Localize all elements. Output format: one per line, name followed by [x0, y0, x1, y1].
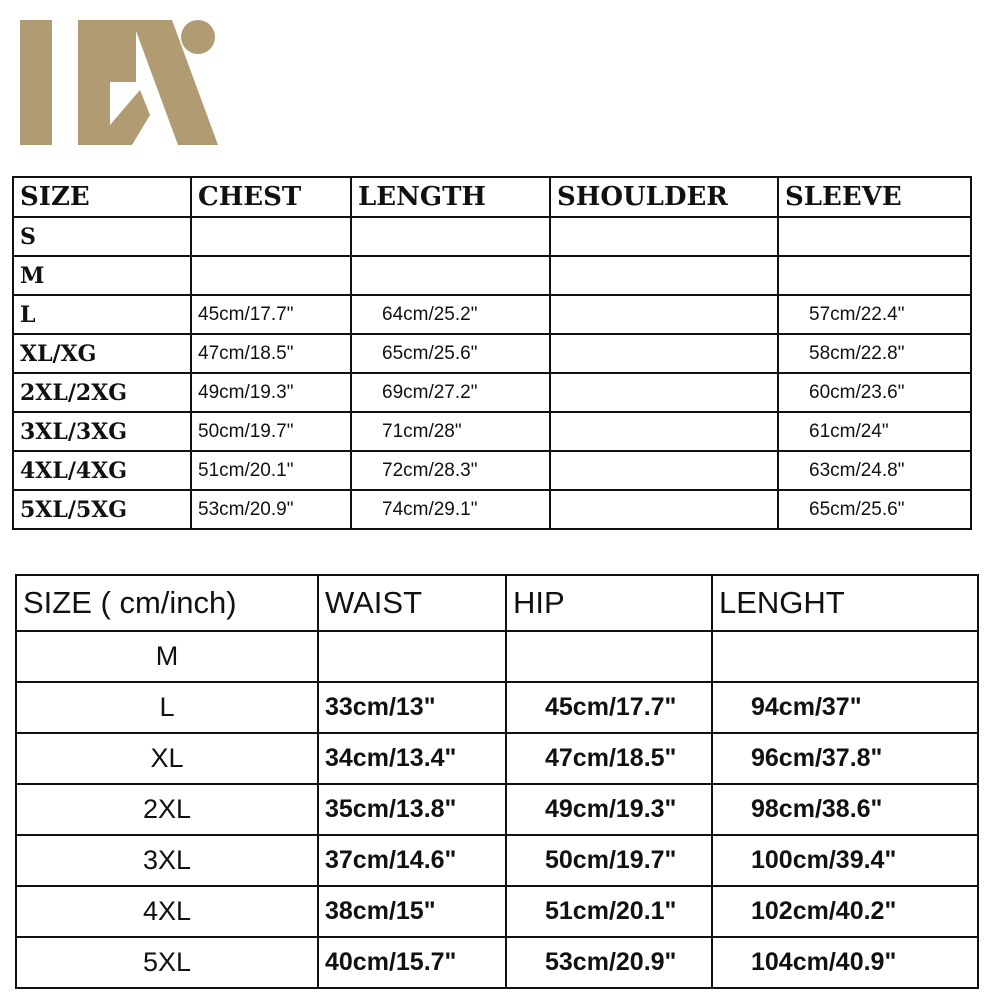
top-table-size-cell: XL/XG: [13, 334, 191, 373]
top-table-row: [13, 256, 971, 295]
top-table-header-cell: LENGTH: [351, 177, 550, 217]
top-table-value-cell: [550, 451, 778, 490]
bottom-table-row: [16, 733, 978, 784]
top-size-table: [12, 176, 972, 530]
top-table-value-cell: 69cm/27.2": [351, 373, 550, 412]
bottom-table-size-cell: 2XL: [16, 784, 318, 835]
bottom-table-value-cell: [712, 631, 978, 682]
top-table-value-cell: [550, 490, 778, 529]
top-table-row: [13, 295, 971, 334]
bottom-table-value-cell: 104cm/40.9": [712, 937, 978, 988]
top-table-value-cell: [550, 334, 778, 373]
brand-logo: [20, 15, 220, 150]
bottom-table-value-cell: 40cm/15.7": [318, 937, 506, 988]
bottom-table-value-cell: 49cm/19.3": [506, 784, 712, 835]
top-table-row: [13, 412, 971, 451]
top-table-header-cell: SLEEVE: [778, 177, 971, 217]
bottom-table-size-cell: 3XL: [16, 835, 318, 886]
top-table-value-cell: [351, 217, 550, 256]
bottom-table-row: [16, 631, 978, 682]
top-table-value-cell: 53cm/20.9": [191, 490, 351, 529]
top-table-size-cell: 4XL/4XG: [13, 451, 191, 490]
top-table-value-cell: 60cm/23.6": [778, 373, 971, 412]
top-table-size-cell: M: [13, 256, 191, 295]
top-table-header-cell: CHEST: [191, 177, 351, 217]
top-table-size-cell: 5XL/5XG: [13, 490, 191, 529]
top-table-value-cell: 71cm/28": [351, 412, 550, 451]
bottom-table-size-cell: XL: [16, 733, 318, 784]
bottom-table-header-cell: SIZE ( cm/inch): [16, 575, 318, 631]
top-table-size-cell: 2XL/2XG: [13, 373, 191, 412]
bottom-table-size-cell: 4XL: [16, 886, 318, 937]
top-table-row: [13, 373, 971, 412]
top-table-row: [13, 490, 971, 529]
bottom-table-header-cell: WAIST: [318, 575, 506, 631]
top-table-value-cell: 45cm/17.7": [191, 295, 351, 334]
bottom-table-value-cell: 35cm/13.8": [318, 784, 506, 835]
bottom-table-value-cell: 38cm/15": [318, 886, 506, 937]
bottom-table-value-cell: 45cm/17.7": [506, 682, 712, 733]
bottom-table-value-cell: 96cm/37.8": [712, 733, 978, 784]
top-table-value-cell: [550, 217, 778, 256]
top-table-value-cell: [778, 217, 971, 256]
top-table-header-cell: SIZE: [13, 177, 191, 217]
top-table-value-cell: 50cm/19.7": [191, 412, 351, 451]
bottom-table-value-cell: 94cm/37": [712, 682, 978, 733]
bottom-table-size-cell: M: [16, 631, 318, 682]
bottom-table-header-row: [16, 575, 978, 631]
bottom-table-value-cell: 50cm/19.7": [506, 835, 712, 886]
bottom-table-value-cell: 37cm/14.6": [318, 835, 506, 886]
bottom-table-row: [16, 682, 978, 733]
top-table-header-row: [13, 177, 971, 217]
bottom-table-row: [16, 784, 978, 835]
top-table-row: [13, 334, 971, 373]
top-table-value-cell: [550, 295, 778, 334]
top-table-value-cell: [550, 412, 778, 451]
bottom-table-body: [16, 575, 978, 988]
top-table-row: [13, 217, 971, 256]
bottom-table-value-cell: 51cm/20.1": [506, 886, 712, 937]
bottom-table-header-cell: HIP: [506, 575, 712, 631]
top-table-value-cell: [191, 217, 351, 256]
top-table-value-cell: 74cm/29.1": [351, 490, 550, 529]
top-table-value-cell: 47cm/18.5": [191, 334, 351, 373]
bottom-table-value-cell: [506, 631, 712, 682]
top-table-value-cell: [550, 373, 778, 412]
bottom-table-size-cell: 5XL: [16, 937, 318, 988]
top-table-value-cell: [191, 256, 351, 295]
top-table-size-cell: 3XL/3XG: [13, 412, 191, 451]
bottom-table-row: [16, 937, 978, 988]
top-table-body: [13, 177, 971, 529]
bottom-table-value-cell: 34cm/13.4": [318, 733, 506, 784]
top-table-size-cell: L: [13, 295, 191, 334]
top-table-value-cell: 64cm/25.2": [351, 295, 550, 334]
top-table-value-cell: [550, 256, 778, 295]
bottom-table-row: [16, 886, 978, 937]
bottom-table-value-cell: 53cm/20.9": [506, 937, 712, 988]
top-table-value-cell: 61cm/24": [778, 412, 971, 451]
top-table-value-cell: [351, 256, 550, 295]
top-table-value-cell: 49cm/19.3": [191, 373, 351, 412]
top-table-value-cell: 51cm/20.1": [191, 451, 351, 490]
bottom-table-value-cell: 98cm/38.6": [712, 784, 978, 835]
top-table-value-cell: 65cm/25.6": [351, 334, 550, 373]
bottom-table-row: [16, 835, 978, 886]
bottom-table-value-cell: 33cm/13": [318, 682, 506, 733]
top-table-value-cell: 63cm/24.8": [778, 451, 971, 490]
bottom-size-table: [15, 574, 979, 989]
bottom-table-value-cell: [318, 631, 506, 682]
top-table-value-cell: [778, 256, 971, 295]
bottom-table-value-cell: 102cm/40.2": [712, 886, 978, 937]
top-table-value-cell: 72cm/28.3": [351, 451, 550, 490]
top-table-header-cell: SHOULDER: [550, 177, 778, 217]
top-table-value-cell: 65cm/25.6": [778, 490, 971, 529]
bottom-table-value-cell: 100cm/39.4": [712, 835, 978, 886]
bottom-table-header-cell: LENGHT: [712, 575, 978, 631]
top-table-row: [13, 451, 971, 490]
top-table-value-cell: 58cm/22.8": [778, 334, 971, 373]
top-table-value-cell: 57cm/22.4": [778, 295, 971, 334]
bottom-table-value-cell: 47cm/18.5": [506, 733, 712, 784]
top-table-size-cell: S: [13, 217, 191, 256]
bottom-table-size-cell: L: [16, 682, 318, 733]
